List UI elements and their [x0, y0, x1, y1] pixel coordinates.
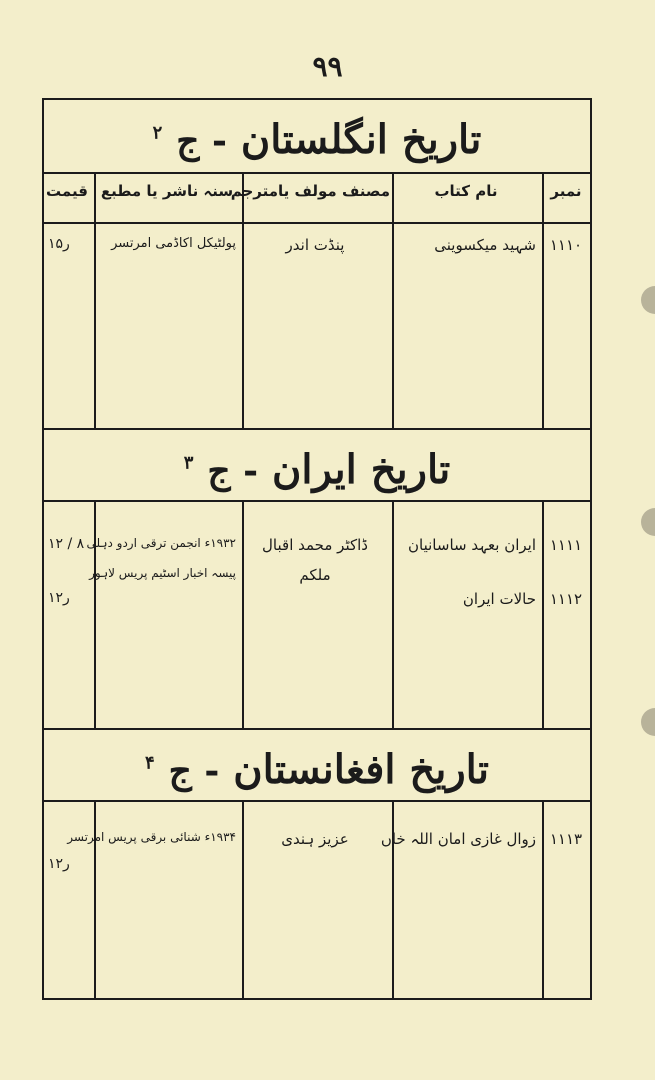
row-author: ڈاکٹر محمد اقبال [262, 536, 368, 554]
divider [44, 428, 590, 430]
section-superscript: ۳ [183, 452, 194, 474]
header-serial: نمبر [550, 182, 582, 200]
section-title-afghanistan [44, 746, 590, 793]
binding-hole [641, 708, 655, 736]
section-title-text: تاریخ انگلستان [240, 116, 482, 163]
row-author: پنڈت اندر [285, 236, 345, 254]
row-price: ۱۲ / ۸ [48, 536, 85, 552]
section-suffix: - ج [176, 120, 227, 162]
row-book: شہید میکسوینی [434, 236, 536, 254]
binding-hole [641, 286, 655, 314]
column-rule [94, 800, 96, 1000]
section-title-iran [44, 446, 590, 493]
column-rule [542, 500, 544, 728]
column-rule [94, 500, 96, 728]
header-year-publisher: سنہ ناشر یا مطبع [100, 182, 234, 200]
header-book-name: نام کتاب [434, 182, 498, 200]
row-book: زوال غازی امان اللہ خاں [380, 830, 536, 848]
row-publisher: پولٹیکل اکاڈمی امرتسر [111, 236, 236, 251]
column-rule [242, 500, 244, 728]
divider [44, 728, 590, 730]
row-publisher: پیسہ اخبار اسٹیم پریس لاہور [89, 566, 236, 580]
section-suffix: - ج [168, 750, 220, 792]
row-book: حالات ایران [462, 590, 536, 608]
column-rule [392, 172, 394, 428]
column-rule [242, 172, 244, 428]
column-rule [542, 800, 544, 1000]
catalog-table [42, 98, 592, 1000]
binding-hole [641, 508, 655, 536]
row-publisher: ۱۹۳۲ء انجمن ترقی اردو دہلی [86, 536, 236, 550]
column-rule [242, 800, 244, 1000]
divider [44, 172, 590, 174]
header-price: قیمت [46, 182, 88, 200]
row-serial: ۱۱۱۰ [549, 236, 583, 254]
row-price: ۱۲ر [48, 856, 70, 872]
section-superscript: ۴ [145, 752, 155, 774]
section-title-england [44, 116, 590, 163]
section-superscript: ۲ [152, 122, 163, 144]
row-serial: ۱۱۱۱ [549, 536, 583, 554]
row-price: ۱۵ر [48, 236, 70, 252]
row-price: ۱۲ر [48, 590, 70, 606]
row-book: ایران بعہد ساسانیان [408, 536, 536, 554]
row-publisher: ۱۹۳۴ء شنائی برقی پریس امرتسر [67, 830, 236, 844]
column-rule [94, 172, 96, 428]
row-serial: ۱۱۱۲ [549, 590, 583, 608]
column-rule [392, 500, 394, 728]
page-number: ۹۹ [312, 50, 343, 83]
row-author: عزیز ہندی [281, 830, 349, 848]
section-title-text: تاریخ افغانستان [233, 746, 489, 793]
section-title-text: تاریخ ایران [271, 446, 451, 493]
row-serial: ۱۱۱۳ [549, 830, 583, 848]
divider [44, 800, 590, 802]
column-rule [392, 800, 394, 1000]
divider [44, 222, 590, 224]
divider [44, 500, 590, 502]
column-rule [542, 172, 544, 428]
header-author: مصنف مولف یامترجم [230, 182, 390, 200]
section-suffix: - ج [207, 450, 259, 492]
row-author: ملکم [299, 566, 331, 584]
